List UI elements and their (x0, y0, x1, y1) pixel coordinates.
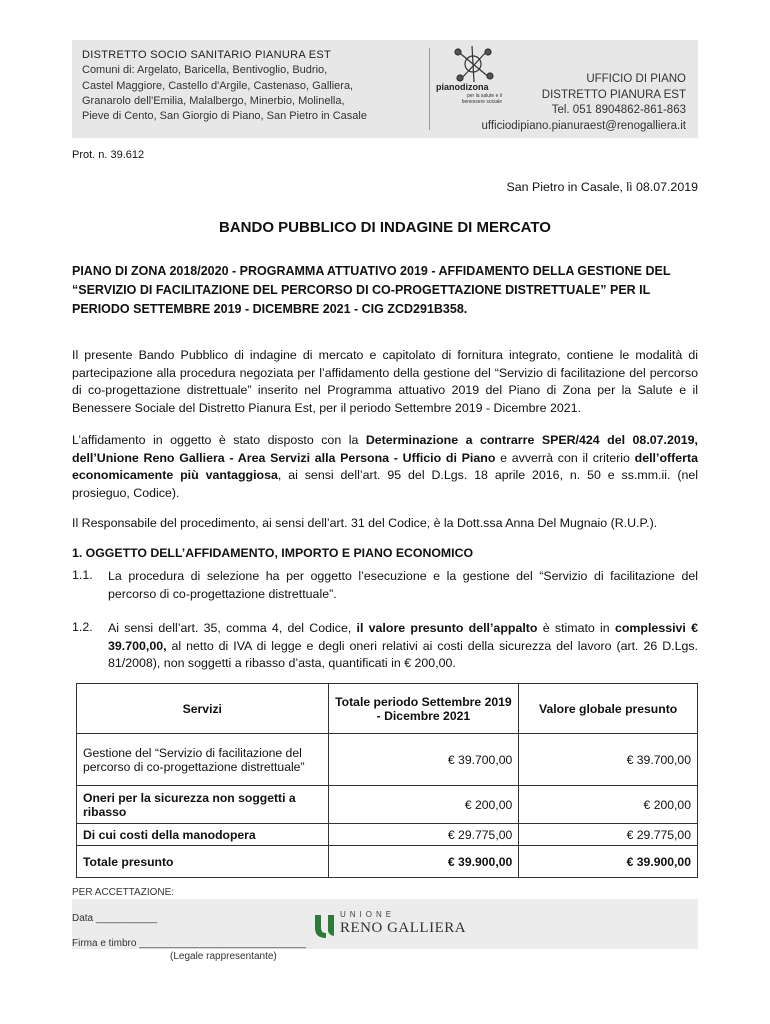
unione-logo-icon (312, 913, 337, 938)
legal-rep-label: (Legale rappresentante) (170, 951, 277, 962)
text-run: e avverrà con il criterio (495, 450, 635, 465)
header-divider (429, 48, 430, 130)
municipalities-line: Comuni di: Argelato, Baricella, Bentivoglio, Budrio, (82, 64, 328, 77)
text-run: al netto di IVA di legge e degli oneri relativi ai costi della sicurezza del lavoro (art. 26 D.Lgs. 81/2008), non soggetti a ribasso d’asta, quantificati in € 200,00. (108, 638, 698, 670)
text-run: è stimato in (537, 621, 615, 635)
header-cell: Valore globale presunto (519, 684, 698, 734)
table-cell: € 39.700,00 (519, 734, 698, 786)
document-subject: PIANO DI ZONA 2018/2020 - PROGRAMMA ATTUATIVO 2019 - AFFIDAMENTO DELLA GESTIONE DEL “SERVIZIO DI FACILITAZIONE DEL PERCORSO DI CO-PROGETTAZIONE DISTRETTUALE” PER IL PERIODO SETTEMBRE 2019 - DICEMBRE 2021 - CIG ZCD291B358. (72, 264, 671, 316)
criterion: dell’offerta economicamente più vantaggiosa (72, 450, 698, 482)
logo-subtitle: per la salute e il benessere sociale (461, 93, 502, 105)
table-row (77, 786, 698, 824)
text-run: il valore presunto dell’appalto (356, 621, 538, 635)
acceptance-label: PER ACCETTAZIONE: (72, 887, 175, 898)
table-cell: Di cui costi della manodopera (77, 824, 329, 846)
header-cell: Totale periodo Settembre 2019 - Dicembre 2021 (328, 684, 519, 734)
district-name: DISTRETTO PIANURA EST (541, 88, 686, 101)
table-cell: € 39.700,00 (328, 734, 519, 786)
assignment-paragraph (72, 432, 698, 502)
municipalities-line: Granarolo dell'Emilia, Malalbergo, Minerbio, Molinella, (82, 94, 345, 107)
table-cell: € 200,00 (519, 786, 698, 824)
table-cell: € 29.775,00 (328, 824, 519, 846)
text-run: Ai sensi dell’art. 35, comma 4, del Codice, (108, 621, 357, 635)
section-heading: 1. OGGETTO DELL’AFFIDAMENTO, IMPORTO E PIANO ECONOMICO (72, 546, 474, 560)
place-date: San Pietro in Casale, lì 08.07.2019 (506, 180, 698, 194)
table-row (77, 734, 698, 786)
text-run: , ai sensi dell’art. 95 del D.Lgs. 18 aprile 2016, n. 50 e ss.mm.ii. (nel prosieguo, Codice). (72, 468, 698, 500)
budget-table (76, 683, 698, 878)
item-text: La procedura di selezione ha per oggetto l’esecuzione e la gestione del “Servizio di facilitazione del percorso di co-progettazione distrettuale”. (108, 569, 698, 601)
determination-reference: Determinazione a contrarre SPER/424 del 08.07.2019, dell’Unione Reno Galliera - Area Servizi alla Persona - Ufficio di Piano (72, 433, 698, 465)
page-title: BANDO PUBBLICO DI INDAGINE DI MERCATO (219, 219, 551, 236)
item-number: 1.1. (72, 568, 93, 582)
table-row (77, 846, 698, 878)
table-cell: € 39.900,00 (519, 846, 698, 878)
office-info (481, 72, 686, 134)
table-header-row (77, 684, 698, 734)
protocol-number: Prot. n. 39.612 (72, 149, 145, 161)
text-run: complessivi € 39.700,00, (108, 621, 699, 653)
telephone: Tel. 051 8904862-861-863 (551, 104, 686, 116)
letterhead (72, 40, 698, 138)
district-info (82, 48, 367, 124)
item-number: 1.2. (72, 620, 93, 634)
intro-paragraph: Il presente Bando Pubblico di indagine di mercato e capitolato di fornitura integrato, contiene le modalità di partecipazione alla procedura negoziata per l’affidamento della gestione del “Servizio di facilitazione del percorso di co-progettazione distrettuale” inserito nel Programma attuativo 2019 del Piano di Zona per la Salute e il Benessere Sociale del Distretto Pianura Est, per il periodo Settembre 2019 - Dicembre 2021. (72, 348, 698, 415)
table-cell: € 200,00 (328, 786, 519, 824)
municipalities-line: Castel Maggiore, Castello d'Argile, Castenaso, Galliera, (82, 79, 354, 92)
table-row (77, 824, 698, 846)
table-cell: € 39.900,00 (328, 846, 519, 878)
item-text (108, 620, 698, 673)
unione-name: RENO GALLIERA (340, 920, 467, 936)
unione-label: UNIONE (340, 910, 396, 919)
date-field[interactable]: Data ___________ (72, 913, 158, 924)
table-cell: Totale presunto (77, 846, 329, 878)
rup-paragraph: Il Responsabile del procedimento, ai sensi dell’art. 31 del Codice, è la Dott.ssa Anna Del Mugnaio (R.U.P.). (72, 516, 658, 530)
org-title: DISTRETTO SOCIO SANITARIO PIANURA EST (82, 49, 332, 61)
table-cell: Oneri per la sicurezza non soggetti a ribasso (77, 786, 329, 824)
municipalities-line: Pieve di Cento, San Giorgio di Piano, San Pietro in Casale (82, 110, 367, 123)
text-run: L’affidamento in oggetto è stato disposto con la (72, 433, 366, 447)
logo-name: pianodizona (436, 82, 489, 92)
header-cell: Servizi (77, 684, 329, 734)
table-cell: Gestione del “Servizio di facilitazione del percorso di co-progettazione distrettuale” (77, 734, 329, 786)
email-link[interactable]: ufficiodipiano.pianuraest@renogalliera.it (481, 119, 686, 132)
signature-field[interactable]: Firma e timbro ______________________________ (72, 938, 307, 949)
office-name: UFFICIO DI PIANO (586, 73, 686, 85)
table-cell: € 29.775,00 (519, 824, 698, 846)
